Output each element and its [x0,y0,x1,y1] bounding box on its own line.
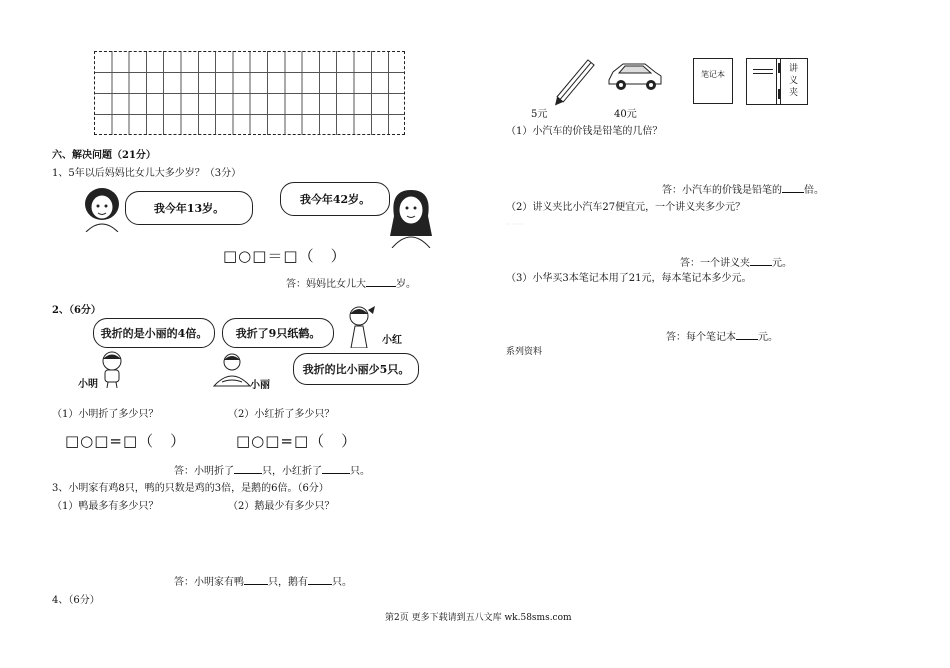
page-footer: 第2页 更多下载请到五八文库 wk.58sms.com [385,613,572,623]
q3-answer: 答：小明家有鸭 只，鹅有 只。 [174,577,352,588]
q3-answer-blank-2[interactable] [308,575,332,585]
folder-label: 讲 义 夹 [789,64,799,98]
xiaoming-speech-bubble [93,318,215,348]
name-xiaoli: 小丽 [250,380,270,391]
q4-label: 4、（6分） [52,595,100,606]
q3-text: 3、小明家有鸡8只，鸭的只数是鸡的3倍，是鹅的6倍。（6分） [52,483,329,494]
right-a3-blank[interactable] [736,330,758,340]
q2-label: 2、（6分） [52,305,101,316]
xiaoli-speech-bubble [222,318,334,348]
right-q3: （3）小华买3本笔记本用了21元，每本笔记本多少元。 [506,273,752,284]
q1-text: 1、5年以后妈妈比女儿大多少岁？（3分） [52,168,242,179]
right-a1-blank[interactable] [782,183,804,193]
q3-sub1: （1）鸭最多有多少只？ [52,501,159,512]
q2-answer: 答：小明折了 只，小红折了 只。 [174,466,370,477]
xiaohong-speech: 我折的比小丽少5只。 [302,363,410,376]
xiaoli-icon [208,352,254,388]
right-a1: 答：小汽车的价钱是铅笔的 倍。 [662,185,824,196]
right-a2-blank[interactable] [750,256,772,266]
car-icon [607,58,663,92]
section-title: 六、解决问题（21分） [52,150,156,161]
series-label: 系列资料 [506,347,543,357]
faint-watermark: ······· [506,220,524,229]
q2-answer-blank-2[interactable] [322,464,350,474]
notebook-icon [693,58,733,104]
q2-answer-blank-1[interactable] [234,464,262,474]
right-a2: 答：一个讲义夹 元。 [680,258,792,269]
mom-icon [386,186,436,248]
right-q1: （1）小汽车的价钱是铅笔的几倍？ [506,126,663,137]
folder-icon [746,58,808,105]
q1-answer-blank[interactable] [366,277,396,287]
q2-equation-2: □○□=□（ ） [236,432,358,450]
notebook-label: 笔记本 [701,70,725,79]
name-xiaohong: 小红 [382,335,402,346]
right-q2: （2）讲义夹比小汽车27便宜元，一个讲义夹多少元？ [506,202,746,213]
q2-sub1: （1）小明折了多少只？ [52,409,159,420]
girl-icon [80,186,124,232]
writing-grid [94,51,405,135]
mom-speech-bubble [280,182,390,216]
xiaohong-speech-bubble [293,353,419,385]
mom-speech: 我今年42岁。 [299,193,371,206]
xiaoming-speech: 我折的是小丽的4倍。 [100,327,208,340]
q3-answer-blank-1[interactable] [244,575,268,585]
name-xiaoming: 小明 [78,379,98,390]
right-a3: 答：每个笔记本 元。 [666,332,778,343]
q3-sub2: （2）鹅最少有多少只？ [228,501,335,512]
xiaoli-speech: 我折了9只纸鹤。 [235,327,321,340]
q1-equation: □○□＝□（ ） [223,247,347,265]
q1-answer: 答：妈妈比女儿大 岁。 [286,279,416,290]
pencil-icon [548,56,598,112]
q2-sub2: （2）小红折了多少只？ [228,409,335,420]
girl-speech-bubble [125,191,253,225]
xiaoming-icon [98,350,128,388]
q2-equation-1: □○□=□（ ） [65,432,187,450]
girl-speech: 我今年13岁。 [153,202,225,215]
xiaohong-icon [343,304,377,348]
pencil-price: 5元 [531,109,548,120]
car-price: 40元 [614,109,637,120]
